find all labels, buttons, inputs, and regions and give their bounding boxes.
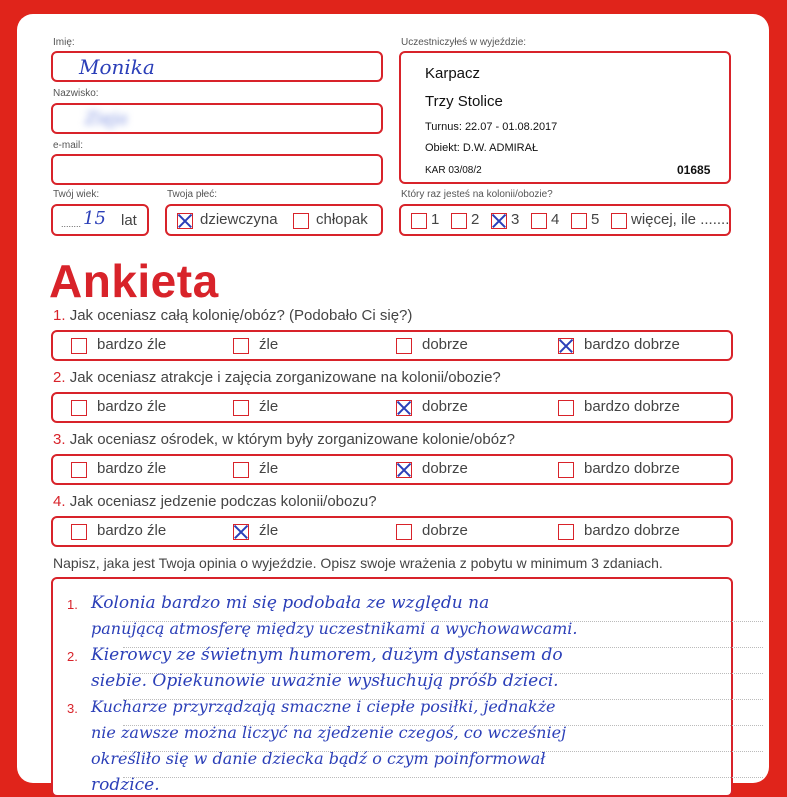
name-label: Imię:	[53, 37, 75, 48]
times-checkbox-1[interactable]	[411, 213, 427, 229]
q1-option-bardzo-zle: bardzo źle	[97, 336, 167, 353]
opinion-number-2: 2.	[67, 649, 78, 664]
name-value: Monika	[79, 55, 155, 79]
times-checkbox-4[interactable]	[531, 213, 547, 229]
question-2-number: 2.	[53, 369, 66, 386]
q1-checkbox-bardzo-dobrze[interactable]	[558, 338, 574, 354]
q3-option-dobrze: dobrze	[422, 460, 468, 477]
question-1-number: 1.	[53, 307, 66, 324]
times-option-5: 5	[591, 211, 600, 228]
camp-number: 01685	[677, 163, 711, 177]
question-4	[53, 493, 377, 510]
times-checkbox-more[interactable]	[611, 213, 627, 229]
question-4-text: Jak oceniasz jedzenie podczas kolonii/obozu?	[69, 493, 377, 510]
email-label: e-mail:	[53, 140, 84, 151]
opinion-line-7: określiło się w danie dziecka bądź o czym poinformował	[91, 749, 546, 768]
camp-name: Trzy Stolice	[425, 93, 503, 110]
q3-checkbox-bardzo-dobrze[interactable]	[558, 462, 574, 478]
q3-checkbox-bardzo-zle[interactable]	[71, 462, 87, 478]
question-4-number: 4.	[53, 493, 66, 510]
times-checkbox-2[interactable]	[451, 213, 467, 229]
gender-field	[165, 204, 383, 236]
question-1-text: Jak oceniasz całą kolonię/obóz? (Podobało Ci się?)	[69, 307, 413, 324]
opinion-line-4: siebie. Opiekunowie uważnie wysłuchują próśb dzieci.	[91, 671, 559, 691]
opinion-line-6: nie zawsze można liczyć na zjedzenie czegoś, co wcześniej	[91, 723, 567, 742]
surname-value: Zięja	[85, 109, 128, 129]
opinion-line-2: panującą atmosferę między uczestnikami a wychowawcami.	[91, 619, 578, 638]
age-field[interactable]	[51, 204, 149, 236]
surname-label: Nazwisko:	[53, 88, 99, 99]
opinion-line-5: Kucharze przyrządzają smaczne i ciepłe posiłki, jednakże	[91, 697, 556, 716]
opinion-number-3: 3.	[67, 701, 78, 716]
q4-checkbox-bardzo-zle[interactable]	[71, 524, 87, 540]
q2-option-bardzo-zle: bardzo źle	[97, 398, 167, 415]
gender-option-girl: dziewczyna	[200, 211, 278, 228]
age-suffix: lat	[121, 212, 137, 229]
survey-sheet	[17, 14, 769, 795]
age-label: Twój wiek:	[53, 189, 100, 200]
ruled-line	[123, 777, 763, 778]
question-3-text: Jak oceniasz ośrodek, w którym były zorganizowane kolonie/obóz?	[69, 431, 515, 448]
times-checkbox-3[interactable]	[491, 213, 507, 229]
times-option-more: więcej, ile .......	[631, 211, 730, 228]
gender-label: Twoja płeć:	[167, 189, 218, 200]
q1-option-zle: źle	[259, 336, 279, 353]
q4-option-dobrze: dobrze	[422, 522, 468, 539]
times-checkbox-5[interactable]	[571, 213, 587, 229]
q3-option-zle: źle	[259, 460, 279, 477]
times-label: Który raz jesteś na kolonii/obozie?	[401, 189, 553, 200]
answer-row-1	[51, 330, 733, 361]
camp-turnus: Turnus: 22.07 - 01.08.2017	[425, 121, 558, 133]
question-3	[53, 431, 515, 448]
q4-checkbox-dobrze[interactable]	[396, 524, 412, 540]
question-1	[53, 307, 412, 324]
times-option-3: 3	[511, 211, 520, 228]
camp-obiekt: Obiekt: D.W. ADMIRAŁ	[425, 142, 539, 154]
q2-option-zle: źle	[259, 398, 279, 415]
q3-option-bardzo-dobrze: bardzo dobrze	[584, 460, 680, 477]
question-2	[53, 369, 501, 386]
opinion-line-8: rodzice.	[91, 775, 160, 795]
trip-label: Uczestniczyłeś w wyjeździe:	[401, 37, 527, 48]
surname-field[interactable]	[51, 103, 383, 134]
opinion-prompt: Napisz, jaka jest Twoja opinia o wyjeździe. Opisz swoje wrażenia z pobytu w minimum 3 zdaniach.	[53, 555, 663, 571]
q1-option-dobrze: dobrze	[422, 336, 468, 353]
q4-option-bardzo-zle: bardzo źle	[97, 522, 167, 539]
question-3-number: 3.	[53, 431, 66, 448]
opinion-box[interactable]	[51, 577, 733, 797]
answer-row-3	[51, 454, 733, 485]
q3-option-bardzo-zle: bardzo źle	[97, 460, 167, 477]
camp-place: Karpacz	[425, 65, 481, 82]
times-field	[399, 204, 731, 236]
times-option-4: 4	[551, 211, 560, 228]
gender-checkbox-girl[interactable]	[177, 213, 193, 229]
q2-checkbox-bardzo-dobrze[interactable]	[558, 400, 574, 416]
q4-option-bardzo-dobrze: bardzo dobrze	[584, 522, 680, 539]
q1-checkbox-zle[interactable]	[233, 338, 249, 354]
times-option-1: 1	[431, 211, 440, 228]
camp-code: KAR 03/08/2	[425, 165, 482, 176]
q2-checkbox-zle[interactable]	[233, 400, 249, 416]
q3-checkbox-zle[interactable]	[233, 462, 249, 478]
q4-option-zle: źle	[259, 522, 279, 539]
q3-checkbox-dobrze[interactable]	[396, 462, 412, 478]
q2-checkbox-bardzo-zle[interactable]	[71, 400, 87, 416]
trip-box	[399, 51, 731, 184]
gender-option-boy: chłopak	[316, 211, 368, 228]
opinion-line-3: Kierowcy ze świetnym humorem, dużym dystansem do	[91, 645, 563, 665]
email-field[interactable]	[51, 154, 383, 185]
answer-row-4	[51, 516, 733, 547]
opinion-number-1: 1.	[67, 597, 78, 612]
q1-checkbox-bardzo-zle[interactable]	[71, 338, 87, 354]
q4-checkbox-bardzo-dobrze[interactable]	[558, 524, 574, 540]
q2-option-bardzo-dobrze: bardzo dobrze	[584, 398, 680, 415]
q2-checkbox-dobrze[interactable]	[396, 400, 412, 416]
age-dots: ........	[61, 219, 82, 229]
q4-checkbox-zle[interactable]	[233, 524, 249, 540]
opinion-line-1: Kolonia bardzo mi się podobała ze względu na	[91, 593, 490, 613]
question-2-text: Jak oceniasz atrakcje i zajęcia zorganizowane na kolonii/obozie?	[69, 369, 501, 386]
age-value: 15	[83, 208, 106, 229]
name-field[interactable]	[51, 51, 383, 82]
gender-checkbox-boy[interactable]	[293, 213, 309, 229]
survey-title: Ankieta	[49, 255, 219, 307]
q2-option-dobrze: dobrze	[422, 398, 468, 415]
times-option-2: 2	[471, 211, 480, 228]
q1-option-bardzo-dobrze: bardzo dobrze	[584, 336, 680, 353]
answer-row-2	[51, 392, 733, 423]
q1-checkbox-dobrze[interactable]	[396, 338, 412, 354]
